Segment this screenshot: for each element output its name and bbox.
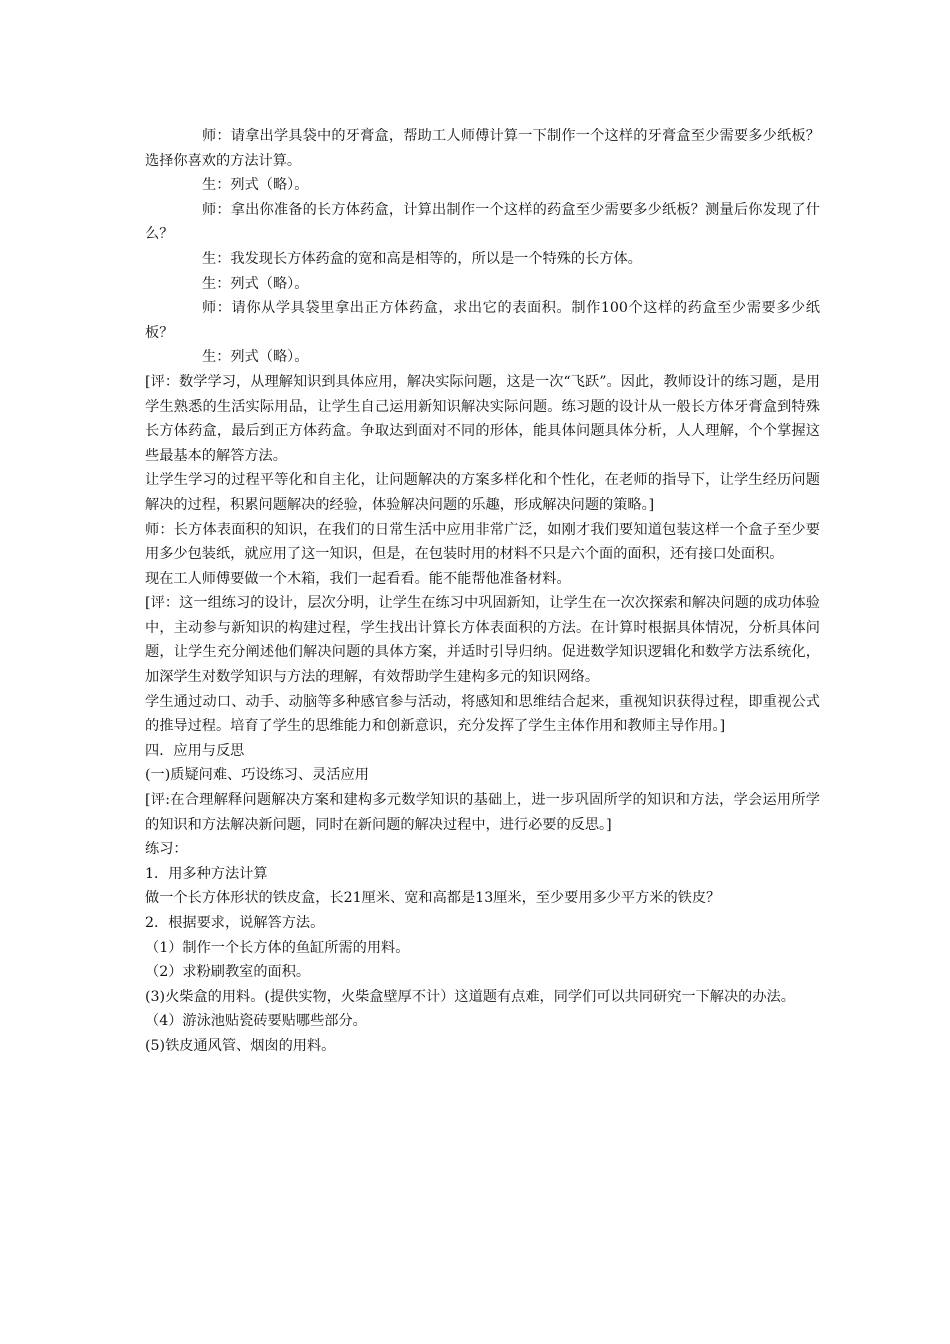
dialogue-teacher-toothpaste: 师：请拿出学具袋中的牙膏盒，帮助工人师傅计算一下制作一个这样的牙膏盒至少需要多少纸板？选择你喜欢的方法计算。 <box>145 128 820 169</box>
exercise-item: 2．根据要求，说解答方法。 <box>145 915 325 931</box>
body-paragraph: 现在工人师傅要做一个木箱，我们一起看看。能不能帮他准备材料。 <box>145 570 571 587</box>
commentary-paragraph: 学生通过动口、动手、动脑等多种感官参与活动，将感知和思维结合起来，重视知识获得过程，即重视公式的推导过程。培育了学生的思维能力和创新意识，充分发挥了学生主体作用和教师主导作用。] <box>145 693 820 735</box>
teacher-explanation: 师：长方体表面积的知识，在我们的日常生活中应用非常广泛，如刚才我们要知道包装这样一个盒子至少要用多少包装纸，就应用了这一知识，但是，在包装时用的材料不只是六个面的面积，还有接口处面积。 <box>145 521 820 563</box>
dialogue-student-answer: 生：列式（略）。 <box>202 275 309 292</box>
dialogue-student-answer: 生：列式（略）。 <box>202 349 309 366</box>
exercise-subitem: （1）制作一个长方体的鱼缸所需的用料。 <box>145 939 410 956</box>
exercise-item: 1．用多种方法计算 <box>145 865 268 882</box>
subsection-heading: (一)质疑问难、巧设练习、灵活应用 <box>145 767 369 784</box>
commentary-paragraph: [评：这一组练习的设计，层次分明，让学生在练习中巩固新知，让学生在一次次探索和解决问题的成功体验中，主动参与新知识的构建过程，学生找出计算长方体表面积的方法。在计算时根据具体情况，分析具体问题，让学生充分阐述他们解决问题的具体方案，并适时引导归纳。促进数学知识逻辑化和数学方法系统化，加深学生对数学知识与方法的理解，有效帮助学生建构多元的知识网络。 <box>145 595 820 686</box>
exercise-subitem: (3)火柴盒的用料。(提供实物，火柴盒壁厚不计）这道题有点难，同学们可以共同研究一下解决的办法。 <box>145 988 795 1005</box>
commentary-paragraph: [评:在合理解释问题解决方案和建构多元数学知识的基础上，进一步巩固所学的知识和方法，学会运用所学的知识和方法解决新问题，同时在新问题的解决过程中，进行必要的反思。] <box>145 792 820 833</box>
commentary-paragraph: [评：数学学习，从理解知识到具体应用，解决实际问题，这是一次“飞跃”。因此，教师设计的练习题，是用学生熟悉的生活实际用品，让学生自己运用新知识解决实际问题。练习题的设计从一般长方体牙膏盒到特殊长方体药盒，最后到正方体药盒。争取达到面对不同的形体，能具体问题具体分析，人人理解，个个掌握这些最基本的解答方法。 <box>145 373 820 464</box>
dialogue-student-answer: 生：列式（略）。 <box>202 177 309 194</box>
document-page <box>145 124 820 1059</box>
dialogue-teacher-medicine-box: 师：拿出你准备的长方体药盒，计算出制作一个这样的药盒至少需要多少纸板？测量后你发现了什么？ <box>145 201 820 243</box>
section-heading: 四．应用与反思 <box>145 742 245 759</box>
exercise-problem: 做一个长方体形状的铁皮盒，长21厘米、宽和高都是13厘米，至少要用多少平方米的铁皮？ <box>145 890 721 907</box>
commentary-paragraph: 让学生学习的过程平等化和自主化，让问题解决的方案多样化和个性化，在老师的指导下，让学生经历问题解决的过程，积累问题解决的经验，体验解决问题的乐趣，形成解决问题的策略。] <box>145 472 820 513</box>
exercise-subitem: （2）求粉刷教室的面积。 <box>145 964 311 981</box>
exercise-heading: 练习： <box>145 841 188 858</box>
dialogue-student-discovery: 生：我发现长方体药盒的宽和高是相等的，所以是一个特殊的长方体。 <box>202 250 642 267</box>
exercise-subitem: (5)铁皮通风管、烟囱的用料。 <box>145 1037 336 1054</box>
dialogue-teacher-cube-box: 师：请你从学具袋里拿出正方体药盒，求出它的表面积。制作100个这样的药盒至少需要多少纸板？ <box>145 300 820 341</box>
exercise-subitem: （4）游泳池贴瓷砖要贴哪些部分。 <box>145 1013 367 1030</box>
